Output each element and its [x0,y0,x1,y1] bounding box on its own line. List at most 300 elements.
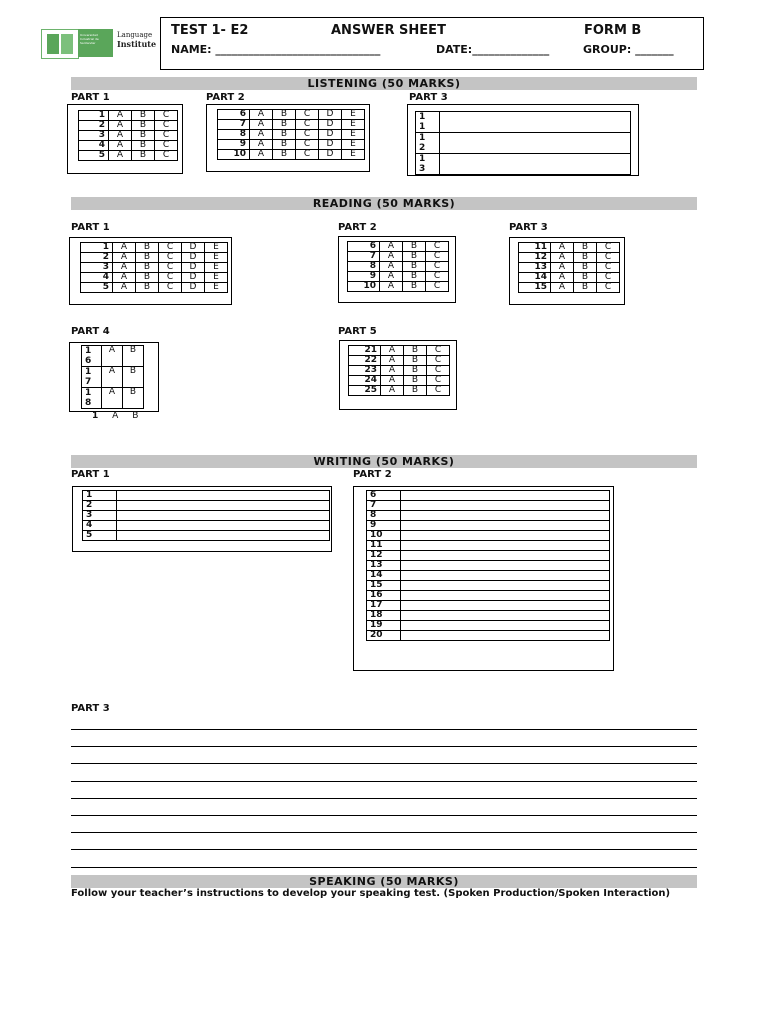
question-digit: 8 [85,398,92,408]
reading-part2-table [347,241,449,292]
question-number: 8 [367,511,401,521]
answer-row [218,110,365,120]
writing-part1-box [72,486,332,552]
answer-row [367,531,610,541]
answer-option[interactable]: C [155,141,178,151]
answer-cell[interactable] [117,531,330,541]
logo-mark-icon [41,29,79,59]
answer-cell[interactable] [117,501,330,511]
answer-option[interactable]: E [342,150,365,160]
writing-line[interactable] [71,763,697,764]
answer-option[interactable]: A [250,130,273,140]
answer-cell[interactable] [117,511,330,521]
answer-option[interactable]: C [597,283,620,293]
question-number: 13 [519,263,551,273]
institute-logo [41,29,157,59]
question-number: 12 [519,253,551,263]
answer-option[interactable]: A [380,282,403,292]
question-number: 14 [367,571,401,581]
sheet-title: ANSWER SHEET [331,23,446,38]
writing-part1-label: PART 1 [71,469,110,480]
answer-option[interactable]: E [205,263,228,273]
answer-option[interactable]: D [182,273,205,283]
answer-cell[interactable] [401,541,610,551]
answer-option[interactable]: E [342,130,365,140]
answer-option[interactable]: C [296,110,319,120]
question-number: 17 [367,601,401,611]
answer-option[interactable]: C [296,140,319,150]
answer-row [416,133,631,154]
answer-option[interactable]: C [159,263,182,273]
answer-option[interactable]: A [381,346,404,356]
answer-option[interactable]: B [132,141,155,151]
listening-header: LISTENING (50 MARKS) [71,77,697,90]
answer-row [79,121,178,131]
question-number: 4 [79,141,109,151]
answer-option[interactable]: A [380,252,403,262]
answer-row [367,511,610,521]
answer-option[interactable]: B [273,140,296,150]
question-digit: 1 [85,388,92,398]
question-number: 14 [519,273,551,283]
question-number: 1 [83,491,117,501]
answer-option[interactable]: A [250,120,273,130]
question-number: 2 [79,121,109,131]
question-number: 6 [367,491,401,501]
answer-row [367,571,610,581]
answer-option[interactable]: C [597,253,620,263]
question-number: 10 [367,531,401,541]
question-number: 15 [519,283,551,293]
answer-option[interactable]: B [404,346,427,356]
answer-option[interactable]: A [113,253,136,263]
writing-line[interactable] [71,781,697,782]
answer-option[interactable]: C [426,252,449,262]
answer-option[interactable]: D [182,283,205,293]
answer-row [349,366,450,376]
answer-option[interactable]: A [250,150,273,160]
answer-option[interactable]: B [273,120,296,130]
writing-part1-table [82,490,330,541]
answer-option[interactable]: B [403,252,426,262]
answer-row [367,561,610,571]
answer-option[interactable]: B [132,131,155,141]
answer-row [367,501,610,511]
question-digit: 1 [85,367,92,377]
answer-option[interactable]: A [113,243,136,253]
question-number: 7 [348,252,380,262]
answer-row [348,252,449,262]
question-number: 10 [218,150,250,160]
answer-option[interactable]: B [123,367,144,388]
question-number: 11 [519,243,551,253]
question-number: 3 [79,131,109,141]
answer-row [416,112,631,133]
answer-cell[interactable] [401,581,610,591]
answer-option[interactable]: C [597,263,620,273]
answer-row [349,356,450,366]
answer-row [79,151,178,161]
answer-option[interactable]: B [574,243,597,253]
answer-row [348,282,449,292]
name-field[interactable]: NAME: ______________________________ [171,43,381,56]
answer-option[interactable]: A [381,366,404,376]
answer-option[interactable]: C [426,272,449,282]
answer-cell[interactable] [401,501,610,511]
writing-line[interactable] [71,729,697,730]
answer-option[interactable]: B [273,130,296,140]
answer-option[interactable]: B [132,121,155,131]
answer-cell[interactable] [117,521,330,531]
answer-cell[interactable] [401,571,610,581]
reading-part3-box [509,237,625,305]
answer-row [416,154,631,175]
answer-option[interactable]: A [551,273,574,283]
question-number: 6 [348,242,380,252]
answer-option[interactable]: B [574,253,597,263]
answer-option[interactable]: B [403,282,426,292]
answer-row [83,521,330,531]
answer-row [82,388,144,409]
answer-row [367,621,610,631]
answer-option[interactable]: C [427,356,450,366]
question-number: 9 [348,272,380,282]
answer-option[interactable]: D [319,130,342,140]
question-digit: 1 [419,122,426,132]
answer-option[interactable]: D [319,120,342,130]
reading-part5-table [348,345,450,396]
answer-option[interactable]: E [342,120,365,130]
answer-option[interactable]: B [136,253,159,263]
listening-part2-box [206,104,370,172]
answer-option[interactable]: D [319,140,342,150]
question-number: 18 [367,611,401,621]
answer-row [218,120,365,130]
answer-cell[interactable] [401,601,610,611]
question-number: 7 [218,120,250,130]
answer-cell[interactable] [401,621,610,631]
question-digit: 1 [419,133,426,143]
answer-option[interactable]: C [426,262,449,272]
answer-option[interactable]: A [381,356,404,366]
answer-option[interactable]: E [205,273,228,283]
answer-cell[interactable] [440,154,631,175]
answer-option[interactable]: B [136,273,159,283]
reading-part5-box [339,340,457,410]
answer-option[interactable]: A [109,141,132,151]
writing-line[interactable] [71,832,697,833]
question-number [416,154,440,175]
logo-line-2: Institute [117,39,157,49]
answer-option[interactable]: D [319,150,342,160]
question-number: 20 [367,631,401,641]
answer-option[interactable]: A [250,110,273,120]
answer-option[interactable]: C [427,386,450,396]
question-number: 2 [83,501,117,511]
answer-option[interactable]: C [426,242,449,252]
answer-row [81,263,228,273]
question-number [416,133,440,154]
answer-row [348,262,449,272]
question-number: 25 [349,386,381,396]
answer-option[interactable]: B [132,111,155,121]
answer-option[interactable]: C [159,273,182,283]
answer-row [519,283,620,293]
answer-cell[interactable] [401,611,610,621]
reading-header: READING (50 MARKS) [71,197,697,210]
answer-cell[interactable] [401,531,610,541]
answer-option[interactable]: D [182,253,205,263]
answer-row [348,272,449,282]
answer-option[interactable]: C [155,131,178,141]
reading-part2-label: PART 2 [338,222,377,233]
writing-line[interactable] [71,815,697,816]
answer-cell[interactable] [401,521,610,531]
answer-option[interactable]: A [113,273,136,283]
question-number: 7 [367,501,401,511]
overflow-option-b: B [132,411,139,421]
answer-row [79,111,178,121]
question-digit: 1 [419,112,426,122]
answer-option[interactable]: B [273,150,296,160]
answer-option[interactable]: B [273,110,296,120]
question-number: 2 [81,253,113,263]
answer-cell[interactable] [401,511,610,521]
question-number [416,112,440,133]
reading-part4-label: PART 4 [71,326,110,337]
logo-university-text: Universidad Industrial de Santander [78,29,113,57]
reading-part5-label: PART 5 [338,326,377,337]
answer-cell[interactable] [401,591,610,601]
answer-option[interactable]: B [123,388,144,409]
answer-option[interactable]: C [155,151,178,161]
answer-option[interactable]: A [113,283,136,293]
answer-option[interactable]: A [102,346,123,367]
answer-option[interactable]: C [159,283,182,293]
question-number: 1 [81,243,113,253]
answer-option[interactable]: A [380,242,403,252]
writing-line[interactable] [71,867,697,868]
answer-option[interactable]: C [597,243,620,253]
answer-option[interactable]: C [427,346,450,356]
answer-row [519,263,620,273]
listening-part1-table [78,110,178,161]
answer-option[interactable]: B [574,273,597,283]
answer-option[interactable]: C [296,130,319,140]
question-number: 19 [367,621,401,631]
question-number: 3 [83,511,117,521]
writing-line[interactable] [71,849,697,850]
answer-row [81,253,228,263]
question-number: 4 [81,273,113,283]
overflow-option-a: A [112,411,119,421]
answer-option[interactable]: C [427,376,450,386]
answer-row [367,541,610,551]
answer-option[interactable]: B [136,243,159,253]
answer-option[interactable]: D [319,110,342,120]
answer-option[interactable]: B [403,262,426,272]
answer-row [83,491,330,501]
answer-option[interactable]: E [342,110,365,120]
answer-option[interactable]: C [159,243,182,253]
answer-option[interactable]: A [109,151,132,161]
answer-option[interactable]: A [551,243,574,253]
answer-option[interactable]: E [342,140,365,150]
question-number [82,346,102,367]
answer-cell[interactable] [401,491,610,501]
listening-part2-table [217,109,365,160]
answer-option[interactable]: B [574,283,597,293]
answer-option[interactable]: B [136,283,159,293]
answer-option[interactable]: C [155,111,178,121]
writing-line[interactable] [71,746,697,747]
answer-option[interactable]: A [381,386,404,396]
answer-row [367,601,610,611]
question-digit: 6 [85,356,92,366]
question-digit: 1 [85,346,92,356]
answer-option[interactable]: B [404,356,427,366]
answer-option[interactable]: C [296,150,319,160]
answer-option[interactable]: E [205,243,228,253]
answer-cell[interactable] [117,491,330,501]
answer-option[interactable]: B [404,386,427,396]
writing-part3-label: PART 3 [71,703,110,714]
answer-row [348,242,449,252]
answer-option[interactable]: C [597,273,620,283]
writing-header: WRITING (50 MARKS) [71,455,697,468]
question-number: 10 [348,282,380,292]
question-number: 23 [349,366,381,376]
question-number: 9 [218,140,250,150]
answer-option[interactable]: A [113,263,136,273]
answer-option[interactable]: C [427,366,450,376]
answer-option[interactable]: B [403,272,426,282]
answer-row [519,253,620,263]
listening-part1-box [67,104,183,174]
answer-cell[interactable] [401,561,610,571]
answer-option[interactable]: B [132,151,155,161]
question-number: 8 [218,130,250,140]
answer-row [367,491,610,501]
writing-part2-table [366,490,610,641]
reading-part4-box [69,342,159,412]
question-digit: 3 [419,164,426,174]
answer-option[interactable]: E [205,253,228,263]
answer-cell[interactable] [440,112,631,133]
answer-option[interactable]: A [551,263,574,273]
question-digit: 2 [419,143,426,153]
writing-part2-label: PART 2 [353,469,392,480]
answer-option[interactable]: D [182,263,205,273]
speaking-instructions: Follow your teacher’s instructions to develop your speaking test. (Spoken Production/Spoken Interaction) [71,888,671,899]
answer-row [82,367,144,388]
reading-part2-box [338,236,456,303]
answer-cell[interactable] [401,631,610,641]
answer-cell[interactable] [440,133,631,154]
reading-part1-label: PART 1 [71,222,110,233]
header-box [160,17,704,70]
date-field[interactable]: DATE:______________ [436,43,550,56]
answer-option[interactable]: A [109,121,132,131]
question-number [82,367,102,388]
answer-option[interactable]: B [404,376,427,386]
answer-option[interactable]: A [380,262,403,272]
answer-option[interactable]: A [551,253,574,263]
answer-option[interactable]: C [159,253,182,263]
answer-row [519,243,620,253]
answer-option[interactable]: E [205,283,228,293]
answer-option[interactable]: A [250,140,273,150]
question-number: 4 [83,521,117,531]
answer-option[interactable]: A [109,111,132,121]
reading-part4-overflow [92,411,138,421]
answer-option[interactable]: C [296,120,319,130]
answer-option[interactable]: A [551,283,574,293]
question-number: 1 [79,111,109,121]
logo-line-1: Language [117,31,153,39]
reading-part3-table [518,242,620,293]
answer-option[interactable]: A [102,367,123,388]
reading-part4-table [81,345,144,409]
speaking-header: SPEAKING (50 MARKS) [71,875,697,888]
answer-row [83,501,330,511]
answer-option[interactable]: C [426,282,449,292]
question-number: 11 [367,541,401,551]
answer-row [519,273,620,283]
answer-option[interactable]: B [404,366,427,376]
answer-row [349,386,450,396]
answer-option[interactable]: A [102,388,123,409]
question-number: 3 [81,263,113,273]
answer-option[interactable]: B [574,263,597,273]
reading-part1-box [69,237,232,305]
listening-part3-table [415,111,631,175]
answer-row [79,131,178,141]
answer-row [83,531,330,541]
question-number [82,388,102,409]
answer-option[interactable]: B [136,263,159,273]
question-number: 22 [349,356,381,366]
answer-row [81,243,228,253]
answer-option[interactable]: B [403,242,426,252]
reading-part3-label: PART 3 [509,222,548,233]
question-number: 5 [81,283,113,293]
answer-row [218,150,365,160]
answer-row [349,346,450,356]
listening-part1-label: PART 1 [71,92,110,103]
question-number: 13 [367,561,401,571]
question-number: 16 [367,591,401,601]
answer-option[interactable]: C [155,121,178,131]
answer-option[interactable]: D [182,243,205,253]
answer-row [79,141,178,151]
question-number: 9 [367,521,401,531]
group-field[interactable]: GROUP: _______ [583,43,674,56]
question-number: 6 [218,110,250,120]
form-label: FORM B [584,23,642,38]
answer-option[interactable]: A [380,272,403,282]
answer-row [367,631,610,641]
answer-cell[interactable] [401,551,610,561]
answer-row [367,611,610,621]
reading-part1-table [80,242,228,293]
answer-option[interactable]: A [381,376,404,386]
question-number: 15 [367,581,401,591]
answer-option[interactable]: A [109,131,132,141]
writing-line[interactable] [71,798,697,799]
question-number: 5 [79,151,109,161]
answer-option[interactable]: B [123,346,144,367]
